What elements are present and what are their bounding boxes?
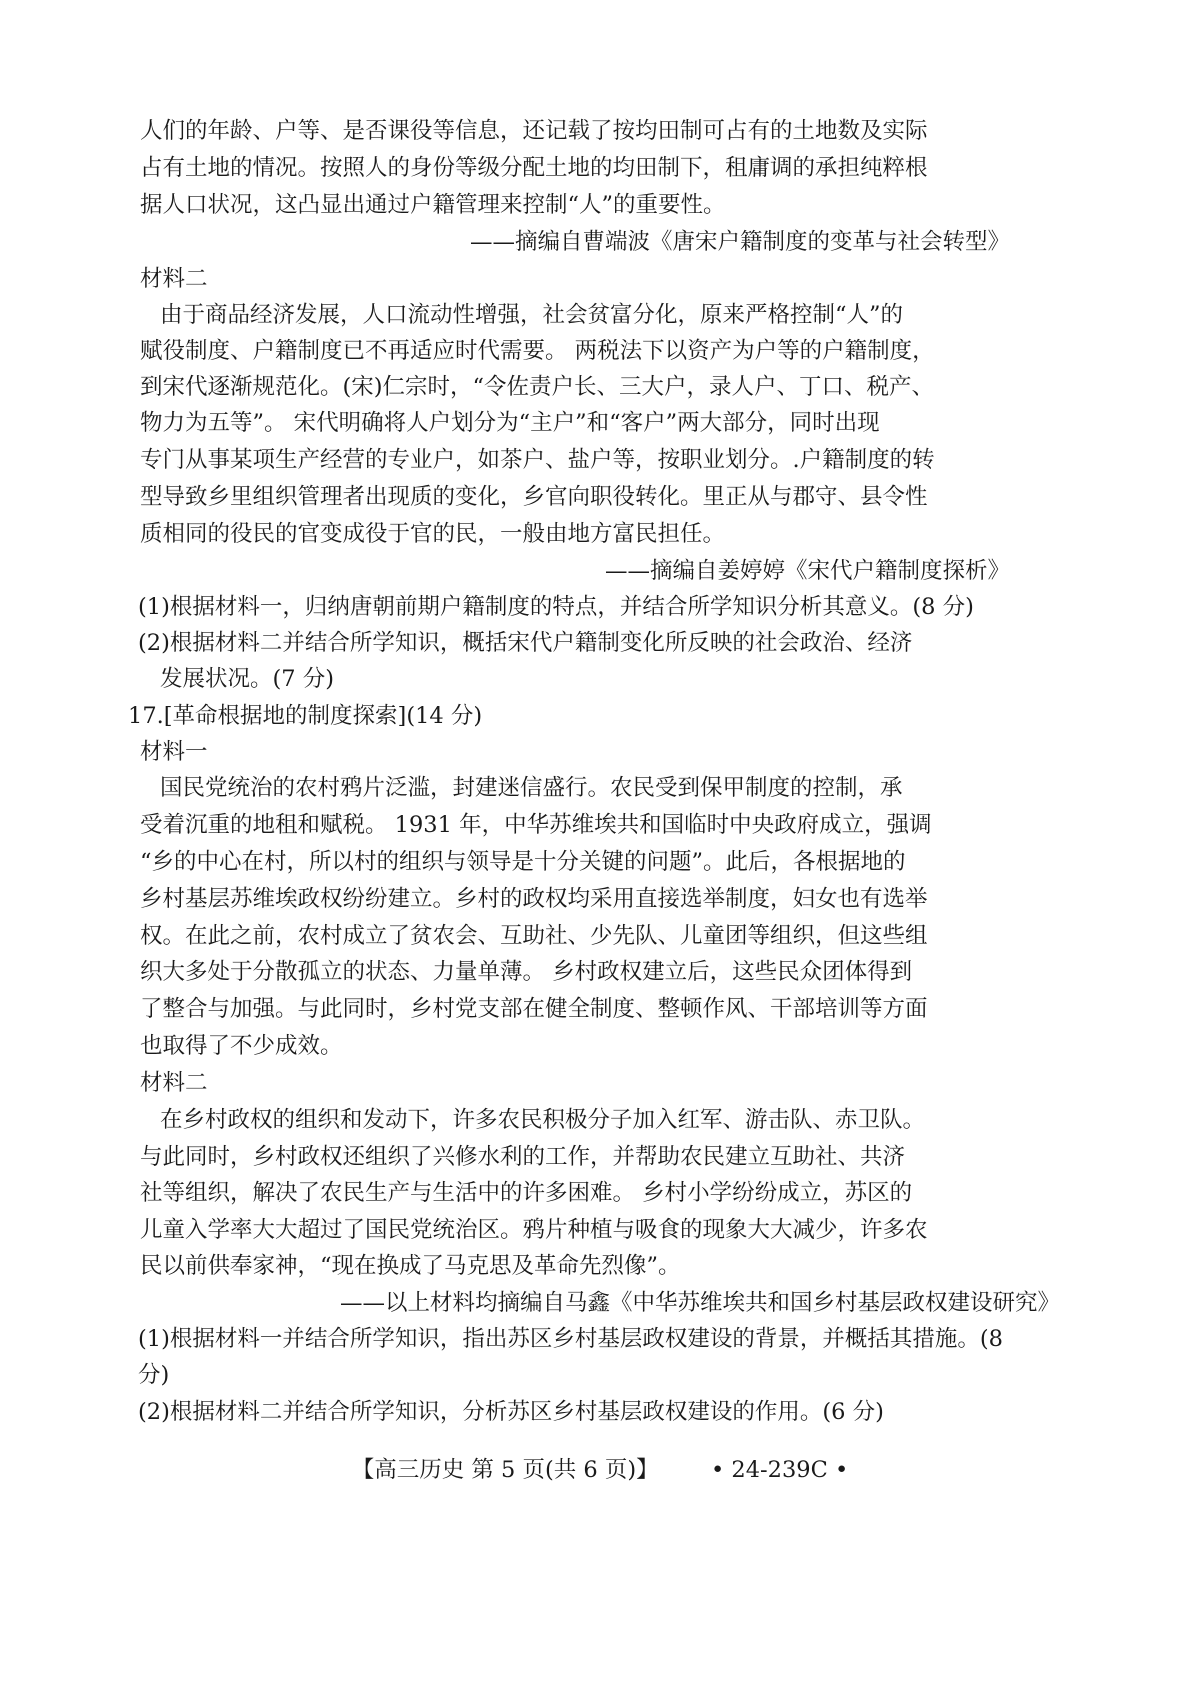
question-17-1-cont: 分) [138,1362,170,1388]
material-heading: 材料二 [140,266,208,292]
text-line: 专门从事某项生产经营的专业户，如茶户、盐户等，按职业划分。.户籍制度的转 [140,447,935,473]
text-line: 物力为五等”。 宋代明确将人户划分为“主户”和“客户”两大部分，同时出现 [140,410,880,436]
text-line: 赋役制度、户籍制度已不再适应时代需要。 两税法下以资产为户等的户籍制度， [140,338,935,364]
text-line: 由于商品经济发展，人口流动性增强，社会贫富分化，原来严格控制“人”的 [160,302,904,328]
text-line: 到宋代逐渐规范化。(宋)仁宗时，“令佐责户长、三大户，录人户、丁口、税产、 [140,374,935,400]
material-heading: 材料二 [140,1070,208,1096]
material-heading: 材料一 [140,739,208,765]
text-line: 据人口状况，这凸显出通过户籍管理来控制“人”的重要性。 [140,192,726,218]
text-line: 权。在此之前，农村成立了贫农会、互助社、少先队、儿童团等组织，但这些组 [140,923,928,949]
text-line: 人们的年龄、户等、是否课役等信息，还记载了按均田制可占有的土地数及实际 [140,118,928,144]
text-line: 型导致乡里组织管理者出现质的变化，乡官向职役转化。里正从与郡守、县令性 [140,484,928,510]
text-line: 儿童入学率大大超过了国民党统治区。鸦片种植与吸食的现象大大减少，许多农 [140,1217,928,1243]
text-line: 质相同的役民的官变成役于官的民，一般由地方富民担任。 [140,521,726,547]
text-line: 在乡村政权的组织和发动下，许多农民积极分子加入红军、游击队、赤卫队。 [160,1107,926,1133]
source-citation: ——摘编自曹端波《唐宋户籍制度的变革与社会转型》 [469,229,1010,255]
question-17-2: (2)根据材料二并结合所学知识，分析苏区乡村基层政权建设的作用。(6 分) [138,1399,884,1425]
exam-code: • 24-239C • [711,1457,849,1483]
text-line: 与此同时，乡村政权还组织了兴修水利的工作，并帮助农民建立互助社、共济 [140,1144,906,1170]
page-number-label: 【高三历史 第 5 页(共 6 页)】 [351,1457,659,1483]
text-line: 也取得了不少成效。 [140,1033,343,1059]
text-line: 民以前供奉家神，“现在换成了马克思及革命先烈像”。 [140,1253,681,1279]
text-line: 国民党统治的农村鸦片泛滥，封建迷信盛行。农民受到保甲制度的控制，承 [160,775,903,801]
source-citation: ——以上材料均摘编自马鑫《中华苏维埃共和国乡村基层政权建设研究》 [339,1290,1060,1316]
text-line: “乡的中心在村，所以村的组织与领导是十分关键的问题”。此后，各根据地的 [140,849,906,875]
page-footer [0,1455,1200,1485]
question-17-1: (1)根据材料一并结合所学知识，指出苏区乡村基层政权建设的背景，并概括其措施。(8 [138,1326,1003,1352]
source-citation: ——摘编自姜婷婷《宋代户籍制度探析》 [604,558,1010,584]
question-17-title: 17.[革命根据地的制度探索](14 分) [128,703,483,729]
question-16-2: (2)根据材料二并结合所学知识，概括宋代户籍制变化所反映的社会政治、经济 [138,630,913,656]
text-line: 了整合与加强。与此同时，乡村党支部在健全制度、整顿作风、干部培训等方面 [140,996,928,1022]
text-line: 织大多处于分散孤立的状态、力量单薄。 乡村政权建立后，这些民众团体得到 [140,959,913,985]
text-line: 受着沉重的地租和赋税。 1931 年，中华苏维埃共和国临时中央政府成立，强调 [140,812,932,838]
text-line: 乡村基层苏维埃政权纷纷建立。乡村的政权均采用直接选举制度，妇女也有选举 [140,886,928,912]
text-line: 社等组织，解决了农民生产与生活中的许多困难。 乡村小学纷纷成立，苏区的 [140,1180,913,1206]
text-line: 占有土地的情况。按照人的身份等级分配土地的均田制下，租庸调的承担纯粹根 [140,155,928,181]
question-16-2-cont: 发展状况。(7 分) [160,666,335,692]
question-16-1: (1)根据材料一，归纳唐朝前期户籍制度的特点，并结合所学知识分析其意义。(8 分) [138,594,974,620]
